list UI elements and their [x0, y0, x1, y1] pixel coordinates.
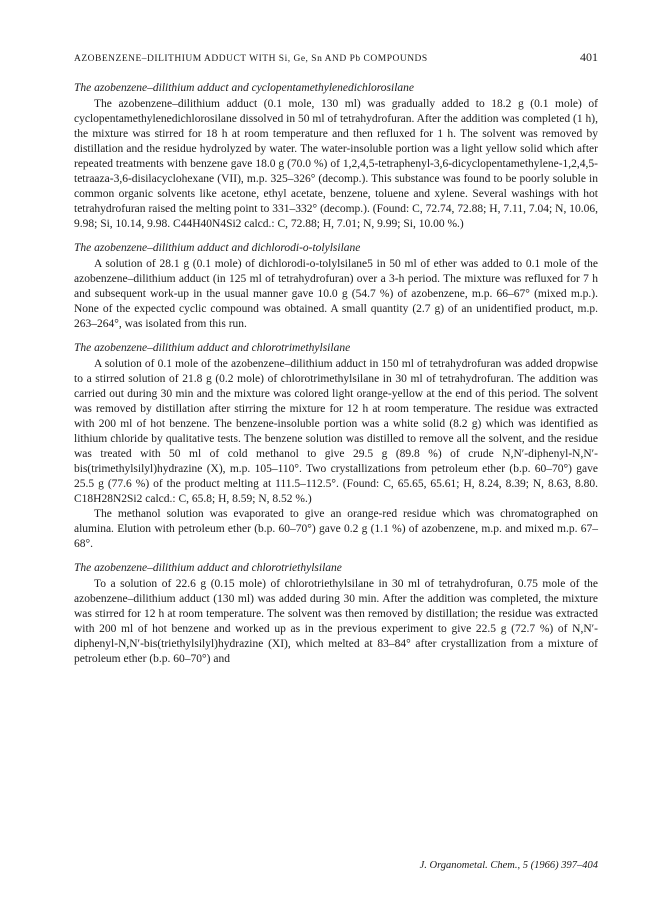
paragraph: The methanol solution was evaporated to give an orange-red residue which was chromatographed on alumina. Elution with petroleum ether (b.p. 60–70°) gave 0.2 g (1.1 %) of azobenzene, m.p. and mixed m.p. 67–68°. — [74, 508, 598, 550]
page-body — [74, 50, 598, 676]
section-heading: The azobenzene–dilithium adduct and chlorotriethylsilane — [74, 562, 342, 574]
section-cyclopentamethylene — [74, 81, 598, 232]
section-triethylsilane — [74, 561, 598, 667]
paragraph: A solution of 28.1 g (0.1 mole) of dichlorodi-o-tolylsilane5 in 50 ml of ether was added to 0.1 mole of the azobenzene–dilithium adduct (in 125 ml of tetrahydrofuran) over a 3-h period. The mixture was refluxed for 7 h and subsequent work-up in the usual manner gave 10.0 g (54.7 %) of azobenzene, m.p. 66–67° (mixed m.p.). None of the expected cyclic compound was obtained. A small quantity (2.7 g) of an unidentified product, m.p. 263–264°, was isolated from this run. — [74, 258, 598, 330]
running-header — [74, 50, 598, 65]
journal-citation: J. Organometal. Chem., 5 (1966) 397–404 — [419, 860, 598, 871]
section-heading: The azobenzene–dilithium adduct and chlorotrimethylsilane — [74, 342, 351, 354]
page-number: 401 — [580, 50, 598, 64]
section-heading: The azobenzene–dilithium adduct and cyclopentamethylenedichlorosilane — [74, 82, 415, 94]
running-title: AZOBENZENE–DILITHIUM ADDUCT WITH Si, Ge, Sn AND Pb COMPOUNDS — [74, 54, 428, 64]
section-di-o-tolylsilane — [74, 241, 598, 332]
paragraph: A solution of 0.1 mole of the azobenzene–dilithium adduct in 150 ml of tetrahydrofuran was added dropwise to a stirred solution of 21.8 g (0.2 mole) of chlorotrimethylsilane in 30 ml of tetrahydrofuran. The addition was carried out during 30 min and the mixture was colored light orange-yellow at the end of this period. The solvent was removed by distillation after stirring the mixture for 12 h at room temperature. The residue was extracted with 200 ml of hot benzene. The benzene-insoluble portion was a white solid (8.2 g) which was identified as lithium chloride by qualitative tests. The benzene solution was distilled to remove all the solvent, and the residue was treated with 50 ml of cold methanol to give 29.5 g (89.8 %) of crude N,N′-diphenyl-N,N′-bis(trimethylsilyl)hydrazine (X), m.p. 105–110°. Two crystallizations from petroleum ether (b.p. 60–70°) gave 25.5 g (77.6 %) of the product melting at 111.5–112.5°. (Found: C, 65.65, 65.61; H, 8.24, 8.39; N, 8.63, 8.80. C18H28N2Si2 calcd.: C, 65.8; H, 8.59; N, 8.52 %.) — [74, 358, 598, 505]
paragraph: To a solution of 22.6 g (0.15 mole) of chlorotriethylsilane in 30 ml of tetrahydrofuran, 0.75 mole of the azobenzene–dilithium adduct (130 ml) was added during 30 min. After the addition was completed, the mixture was stirred for 12 h at room temperature. The solvent was then removed by distillation; the residue was extracted with 200 ml of hot benzene and worked up as in the previous experiment to give 22.5 g (72.7 %) of N,N′-diphenyl-N,N′-bis(triethylsilyl)hydrazine (XI), which melted at 83–84° after crystallization from a mixture of petroleum ether (b.p. 60–70°) and — [74, 578, 598, 665]
section-trimethylsilane — [74, 341, 598, 552]
paragraph: The azobenzene–dilithium adduct (0.1 mole, 130 ml) was gradually added to 18.2 g (0.1 mole) of cyclopentamethylenedichlorosilane dissolved in 50 ml of tetrahydrofuran. After the addition was completed (1 h), the mixture was stirred for 18 h at room temperature and then refluxed for 1 h. The solvent was removed by distillation and the residue hydrolyzed by water. The water-insoluble portion was a light yellow solid which after repeated treatments with benzene gave 18.0 g (70.0 %) of 1,2,4,5-tetraphenyl-3,6-dicyclopentamethylene-1,2,4,5-tetraaza-3,6-disilacyclohexane (VII), m.p. 325–326° (decomp.). This substance was found to be poorly soluble in common organic solvents like acetone, ethyl acetate, benzene, toluene and xylene. Several washings with hot tetrahydrofuran raised the melting point to 331–332° (decomp.). (Found: C, 72.74, 72.88; H, 7.11, 7.04; N, 10.06, 9.98; Si, 10.14, 9.98. C44H40N4Si2 calcd.: C, 72.88; H, 7.01; N, 9.99; Si, 10.00 %.) — [74, 98, 598, 230]
section-heading: The azobenzene–dilithium adduct and dichlorodi-o-tolylsilane — [74, 242, 361, 254]
